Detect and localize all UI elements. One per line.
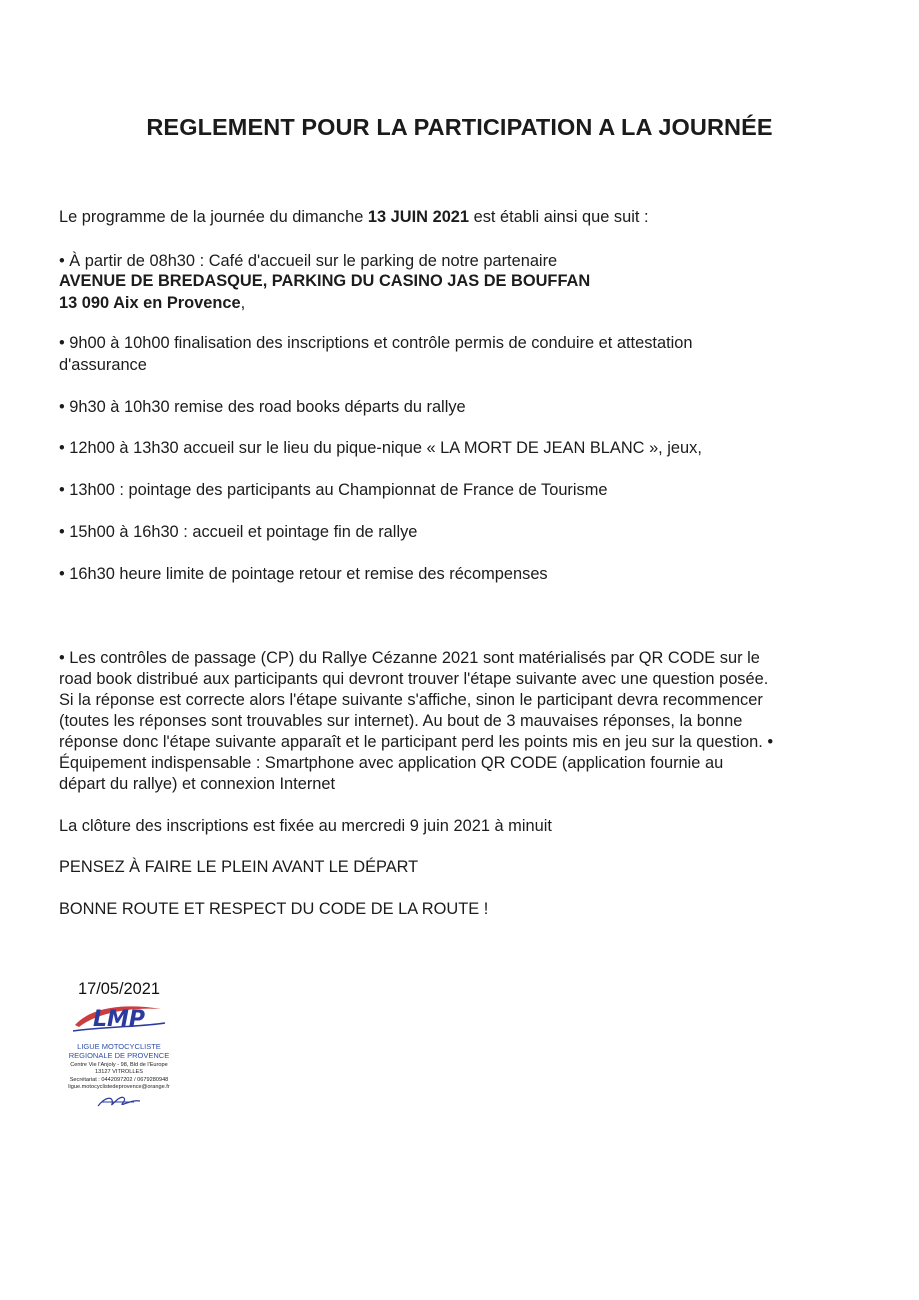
schedule-item-finish: • 15h00 à 16h30 : accueil et pointage fin de rallye: [59, 523, 418, 541]
rules-line-1: • Les contrôles de passage (CP) du Rallye Cézanne 2021 sont matérialisés par QR CODE sur le: [59, 649, 760, 667]
address-line-1: AVENUE DE BREDASQUE, PARKING DU CASINO JAS DE BOUFFAN: [59, 272, 591, 290]
schedule-item-checkin: • 13h00 : pointage des participants au Championnat de France de Tourisme: [59, 481, 608, 499]
address-text-3: Secrétariat : 0442097202 / 0679280948: [69, 1076, 169, 1083]
schedule-item-picnic: • 12h00 à 13h30 accueil sur le lieu du pique-nique « LA MORT DE JEAN BLANC », jeux,: [59, 439, 702, 457]
event-date: 13 JUIN 2021: [367, 208, 470, 226]
signature-stamp: [52, 980, 186, 1115]
rules-line-3: Si la réponse est correcte alors l'étape suivante s'affiche, sinon le participant devra recommencer: [59, 691, 763, 709]
lmp-logo-icon: [69, 1001, 169, 1035]
address-text-2: 13127 VITROLLES: [95, 1069, 143, 1076]
address-city: 13 090 Aix en Provence: [59, 294, 241, 312]
schedule-item-welcome: • À partir de 08h30 : Café d'accueil sur le parking de notre partenaire: [59, 252, 558, 270]
org-line-2: REGIONALE DE PROVENCE: [68, 1051, 170, 1060]
schedule-item-registration: • 9h00 à 10h00 finalisation des inscriptions et contrôle permis de conduire et attestation: [59, 334, 693, 352]
registration-closing: La clôture des inscriptions est fixée au mercredi 9 juin 2021 à minuit: [59, 817, 552, 835]
org-line-1: LIGUE MOTOCYCLISTE: [77, 1042, 161, 1051]
rules-line-4: (toutes les réponses sont trouvables sur internet). Au bout de 3 mauvaises réponses, la bonne: [59, 712, 743, 730]
reminder-road: BONNE ROUTE ET RESPECT DU CODE DE LA ROUTE !: [59, 900, 489, 918]
handwritten-signature-icon: [94, 1092, 144, 1110]
address-line-2: [59, 293, 245, 313]
intro-text-before: Le programme de la journée du dimanche: [59, 208, 368, 226]
logo-text: LMP: [92, 1007, 146, 1032]
page-title: REGLEMENT POUR LA PARTICIPATION A LA JOURNÉE: [146, 114, 773, 140]
rules-line-6: Équipement indispensable : Smartphone avec application QR CODE (application fournie au: [59, 754, 724, 772]
rules-line-5: réponse donc l'étape suivante apparaît et le participant perd les points mis en jeu sur la question. •: [59, 733, 774, 751]
rules-line-2: road book distribué aux participants qui devront trouver l'étape suivante avec une question posée.: [59, 670, 769, 688]
rules-line-7: départ du rallye) et connexion Internet: [59, 775, 336, 793]
signature-date: 17/05/2021: [77, 980, 161, 998]
intro-text-after: est établi ainsi que suit :: [469, 208, 649, 226]
schedule-item-awards: • 16h30 heure limite de pointage retour et remise des récompenses: [59, 565, 548, 583]
schedule-item-roadbooks: • 9h30 à 10h30 remise des road books départs du rallye: [59, 398, 466, 416]
address-text-1: Centre Vie l'Anjoly - 98, Bld de l'Europe: [70, 1062, 168, 1068]
reminder-fuel: PENSEZ À FAIRE LE PLEIN AVANT LE DÉPART: [59, 858, 419, 876]
schedule-item-registration-cont: d'assurance: [59, 356, 147, 374]
address-text-4: ligue.motocyclistedeprovence@orange.fr: [68, 1084, 170, 1091]
address-comma: ,: [240, 294, 246, 312]
intro-paragraph: [59, 207, 649, 227]
